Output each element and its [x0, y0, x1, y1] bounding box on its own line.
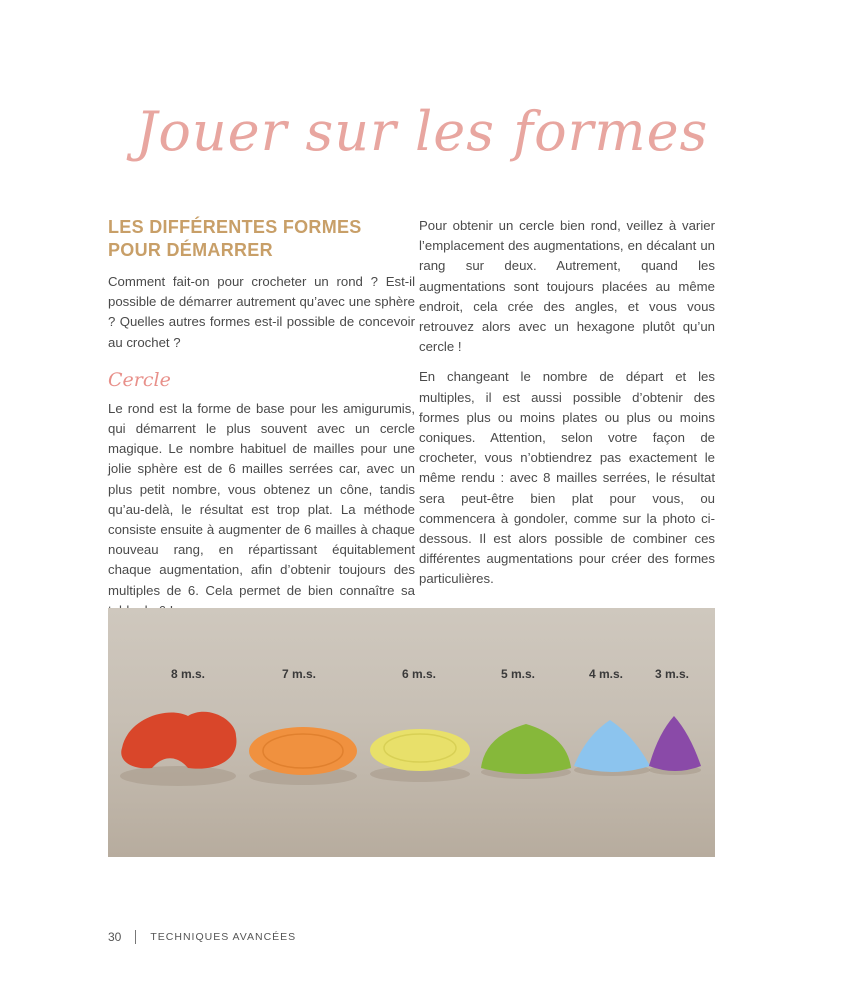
left-column: [108, 216, 415, 631]
photo-label-7ms: 7 m.s.: [281, 667, 317, 681]
subheading-cercle: Cercle: [108, 368, 171, 391]
cercle-paragraph: Le rond est la forme de base pour les amigurumis, qui démarrent le plus souvent avec un cercle magique. Le nombre habituel de mailles pour une jolie sphère est de 6 mailles serrées car, avec un plus petit nombre, vous obtenez un cône, tandis qu’au-delà, le résultat est trop plat. La méthode consiste ensuite à augmenter de 6 mailles à chaque nouveau rang, en répartissant équitablement chaque augmentation, afin d’obtenir toujours des multiples de 6. Cela permet de bien connaître sa: [108, 400, 415, 598]
shadow-8ms: [120, 766, 236, 786]
photo-label-8ms: 8 m.s.: [170, 667, 206, 681]
page-number: 30: [108, 930, 122, 944]
piece-4ms: [574, 720, 650, 772]
right-paragraph-2: En changeant le nombre de départ et les multiples, il est aussi possible d’obtenir des formes plus ou moins plates ou plus ou moins coniques. Attention, selon votre façon de crocheter, vous n’obtiendrez pas exactement le même rendu : avec 8 mailles serrées, le résultat sera peut-être bien plat pour vous, ou commencera à gondoler, comme sur la photo ci-dessous. Il est alors possible de combiner ces différentes augmentations pour créer des formes particulières.: [419, 369, 715, 587]
page-title: Jouer sur les formes: [135, 100, 709, 163]
photo-label-5ms: 5 m.s.: [500, 667, 536, 681]
photo-label-3ms: 3 m.s.: [654, 667, 690, 681]
footer-divider: [135, 930, 136, 944]
section-name: TECHNIQUES AVANCÉES: [150, 931, 297, 943]
piece-5ms: [481, 724, 571, 774]
photo-label-4ms: 4 m.s.: [588, 667, 624, 681]
right-column: [419, 216, 715, 600]
piece-8ms: [121, 712, 236, 769]
page-footer: [108, 930, 296, 944]
section-heading-line1: LES DIFFÉRENTES FORMES: [108, 217, 362, 237]
section-heading: [108, 216, 415, 262]
section-heading-line2: POUR DÉMARRER: [108, 240, 273, 260]
crochet-shapes-photo: [108, 608, 715, 857]
crochet-pieces-illustration: [108, 608, 715, 857]
photo-label-6ms: 6 m.s.: [401, 667, 437, 681]
piece-3ms: [649, 716, 701, 771]
intro-paragraph: Comment fait-on pour crocheter un rond ? Est-il possible de démarrer autrement qu’avec une sphère ? Quelles autres formes est-il possible de concevoir au crochet ?: [108, 274, 415, 350]
right-paragraph-1: Pour obtenir un cercle bien rond, veillez à varier l’emplacement des augmentations, en décalant un rang sur deux. Autrement, quand les augmentations sont toujours placées au même endroit, cela crée des angles, et vous vous retrouvez alors avec un hexagone plutôt qu’un cercle !: [419, 218, 715, 355]
